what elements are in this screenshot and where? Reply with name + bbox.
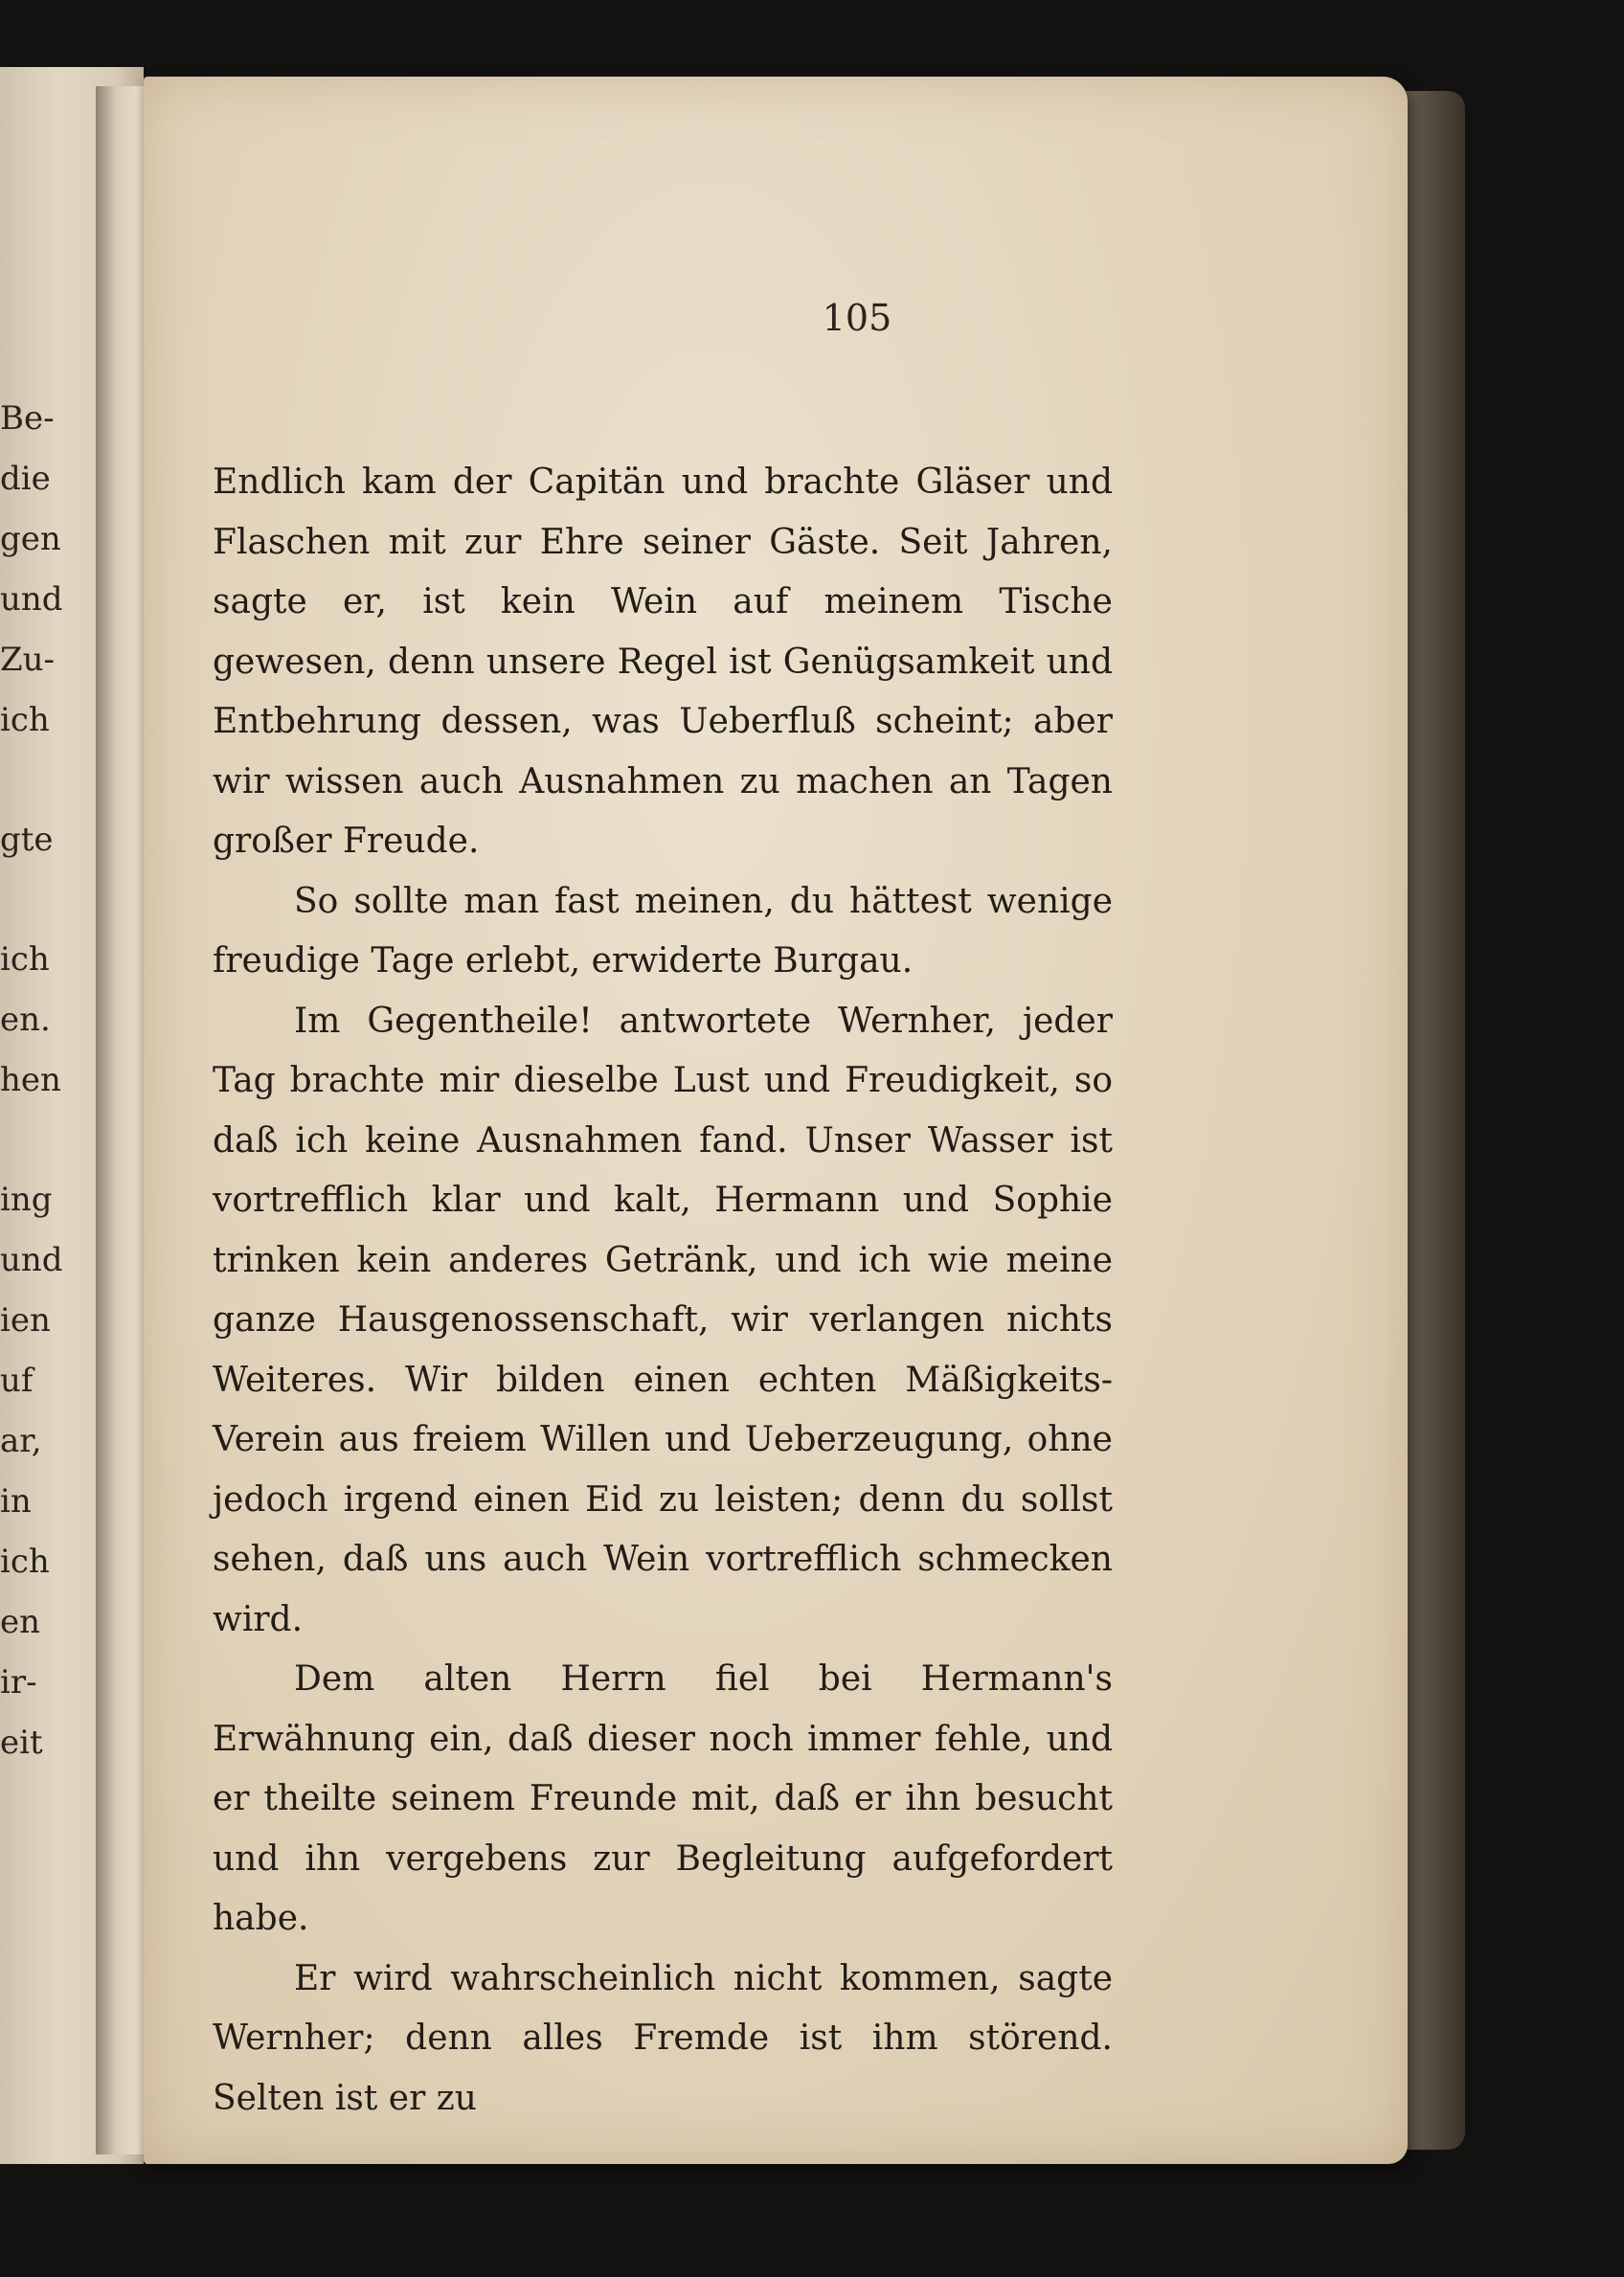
paragraph: Im Gegentheile! antwortete Wernher, jeder Tag brachte mir dieselbe Lust und Freudigkeit, so daß ich keine Ausnahmen fand. Unser Wasser ist vortrefflich klar und kalt, Hermann und Sophie trinken kein anderes Getränk, und ich wie meine ganze Hausgenossenschaft, wir verlangen nichts Weiteres. Wir bilden einen echten Mäßigkeits-Verein aus freiem Willen und Ueberzeugung, ohne jedoch irgend einen Eid zu leisten; denn du sollst sehen, daß uns auch Wein vortrefflich schmecken wird.: [213, 1001, 1113, 1639]
left-page-fragment: ir-: [0, 1663, 37, 1702]
left-page-fragment: und: [0, 1241, 63, 1279]
left-page-fragment: Be-: [0, 399, 55, 438]
page-text: [213, 453, 1113, 2129]
left-page-fragment: ich: [0, 940, 50, 979]
left-page-fragment: hen: [0, 1061, 61, 1099]
left-page-fragment: eit: [0, 1724, 43, 1762]
left-page-fragment: ich: [0, 701, 50, 739]
paragraph: Er wird wahrscheinlich nicht kommen, sagte Wernher; denn alles Fremde ist ihm störend. Selten ist er zu: [213, 1958, 1113, 2118]
left-page-fragment: uf: [0, 1362, 34, 1400]
left-page-fragment: ich: [0, 1543, 50, 1581]
left-page-fragment: ing: [0, 1181, 53, 1219]
paragraph: Endlich kam der Capitän und brachte Gläser und Flaschen mit zur Ehre seiner Gäste. Seit Jahren, sagte er, ist kein Wein auf meinem Tische gewesen, denn unsere Regel ist Genügsamkeit und Entbehrung dessen, was Ueberfluß scheint; aber wir wissen auch Ausnahmen zu machen an Tagen großer Freude.: [213, 462, 1113, 861]
book-page: [144, 77, 1408, 2164]
left-page-fragment: in: [0, 1482, 32, 1521]
left-page-fragment: en: [0, 1603, 41, 1641]
left-page-fragment: und: [0, 580, 63, 619]
left-page-fragment: ar,: [0, 1422, 42, 1460]
left-page-fragment: gte: [0, 821, 54, 859]
page-number: 105: [822, 297, 892, 339]
left-page-fragment: die: [0, 460, 51, 498]
left-page-fragment: gen: [0, 520, 61, 558]
left-page-fragment: en.: [0, 1001, 51, 1039]
left-page-fragment: Zu-: [0, 641, 56, 679]
left-page-fragment: ien: [0, 1301, 51, 1340]
paragraph: So sollte man fast meinen, du hättest wenige freudige Tage erlebt, erwiderte Burgau.: [213, 881, 1113, 981]
paragraph: Dem alten Herrn fiel bei Hermann's Erwähnung ein, daß dieser noch immer fehle, und er theilte seinem Freunde mit, daß er ihn besucht und ihn vergebens zur Begleitung aufgefordert habe.: [213, 1659, 1113, 1938]
